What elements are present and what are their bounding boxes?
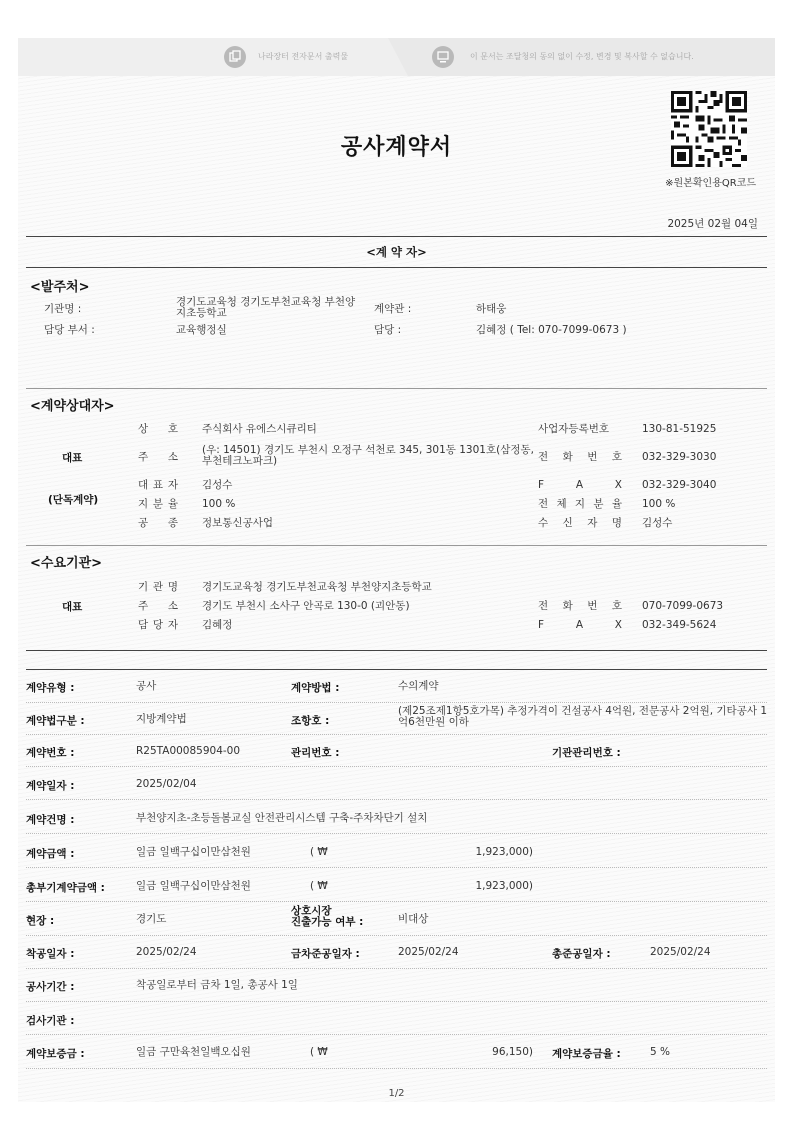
demand-addr-label: 주 소 xyxy=(138,600,178,612)
contract-amount-words: 일금 일백구십이만삼천원 xyxy=(136,846,251,858)
document-title: 공사계약서 xyxy=(340,135,453,160)
total-amount-number: 1,923,000) xyxy=(475,880,533,892)
guarantee-rate-label: 계약보증금율 : xyxy=(552,1048,621,1060)
orderer-dept-value: 교육행정실 xyxy=(176,324,227,336)
orderer-heading: <발주처> xyxy=(30,280,90,295)
total-completion-value: 2025/02/24 xyxy=(650,946,711,958)
monitor-icon xyxy=(432,46,454,68)
orderer-org-label: 기관명 : xyxy=(44,303,82,315)
orderer-officer-label: 계약관 : xyxy=(374,303,412,315)
guarantee-rate-value: 5 % xyxy=(650,1046,670,1058)
address-label: 주 소 xyxy=(138,451,178,463)
demand-org-value: 경기도교육청 경기도부천교육청 부천양지초등학교 xyxy=(202,581,432,593)
demand-manager-value: 김혜정 xyxy=(202,619,233,631)
cp-phone-label: 전 화 번 호 xyxy=(538,451,622,463)
clause-value: (제25조제1항5호가목) 추정가격이 건설공사 4억원, 전문공사 2억원, 기타공사 1억6천만원 이하 xyxy=(398,705,767,728)
work-type-value: 정보통신공사업 xyxy=(202,517,274,529)
guarantee-words: 일금 구만육천일백오십원 xyxy=(136,1046,251,1058)
company-value: 주식회사 유에스시큐리티 xyxy=(202,423,317,435)
contract-no-label: 계약번호 : xyxy=(26,747,75,759)
contract-type-value: 공사 xyxy=(136,680,157,692)
contract-date-label: 계약일자 : xyxy=(26,780,75,792)
orderer-dept-label: 담당 부서 : xyxy=(44,324,95,336)
contract-method-value: 수의계약 xyxy=(398,680,439,692)
recipient-label: 수 신 자 명 xyxy=(538,517,622,529)
guarantee-number: 96,150) xyxy=(492,1046,533,1058)
market-entry-label: 상호시장 진출가능 여부 : xyxy=(291,905,364,928)
demand-rep-tag: 대표 xyxy=(62,601,83,613)
contract-name-value: 부천양지초-초등돌봄교실 안전관리시스템 구축-주차차단기 설치 xyxy=(136,812,428,824)
total-share-label: 전 체 지 분 율 xyxy=(538,498,622,510)
total-amount-open: ( ₩ xyxy=(310,880,328,892)
contract-date-top: 2025년 02월 04일 xyxy=(667,218,758,230)
this-completion-value: 2025/02/24 xyxy=(398,946,459,958)
contract-amount-label: 계약금액 : xyxy=(26,848,75,860)
demand-phone-label: 전 화 번 호 xyxy=(538,600,622,612)
divider xyxy=(26,388,767,389)
orderer-manager-value: 김혜정 ( Tel: 070-7099-0673 ) xyxy=(476,324,627,336)
demand-org-label: 기 관 명 xyxy=(138,581,178,593)
demand-manager-label: 담 당 자 xyxy=(138,619,178,631)
work-type-label: 공 종 xyxy=(138,517,178,529)
demand-phone-value: 070-7099-0673 xyxy=(642,600,724,612)
orderer-manager-label: 담당 : xyxy=(374,324,402,336)
document-print-icon xyxy=(224,46,246,68)
divider xyxy=(26,267,767,268)
contract-page xyxy=(18,38,775,1102)
period-label: 공사기간 : xyxy=(26,981,75,993)
guarantee-label: 계약보증금 : xyxy=(26,1048,85,1060)
contract-date-value: 2025/02/04 xyxy=(136,778,197,790)
qr-caption: ※원본확인용QR코드 xyxy=(665,178,756,189)
demand-heading: <수요기관> xyxy=(30,556,103,571)
contract-amount-number: 1,923,000) xyxy=(475,846,533,858)
top-banner xyxy=(18,38,775,76)
counterparty-single-tag: (단독계약) xyxy=(48,494,99,506)
orderer-org-value: 경기도교육청 경기도부천교육청 부천양지초등학교 xyxy=(176,296,356,319)
mgmt-no-label: 관리번호 : xyxy=(291,747,340,759)
divider xyxy=(26,650,767,651)
divider xyxy=(26,236,767,237)
contract-name-label: 계약건명 : xyxy=(26,814,75,826)
counterparty-heading: <계약상대자> xyxy=(30,399,115,414)
divider xyxy=(26,545,767,546)
contract-law-label: 계약법구분 : xyxy=(26,715,85,727)
cp-fax-label: F A X xyxy=(538,479,622,491)
inspection-label: 검사기관 : xyxy=(26,1015,75,1027)
demand-fax-value: 032-349-5624 xyxy=(642,619,717,631)
site-label: 현장 : xyxy=(26,915,55,927)
share-label: 지 분 율 xyxy=(138,498,178,510)
address-value: (우: 14501) 경기도 부천시 오정구 석천로 345, 301동 1301호(삼정동, 부천테크노파크) xyxy=(202,444,534,467)
banner-right-text: 이 문서는 조달청의 동의 없이 수정, 변경 및 복사할 수 없습니다. xyxy=(470,52,694,61)
company-label: 상 호 xyxy=(138,423,178,435)
start-date-label: 착공일자 : xyxy=(26,948,75,960)
contract-amount-open: ( ₩ xyxy=(310,846,328,858)
contract-method-label: 계약방법 : xyxy=(291,682,340,694)
agency-mgmt-no-label: 기관관리번호 : xyxy=(552,747,621,759)
cp-fax-value: 032-329-3040 xyxy=(642,479,717,491)
ceo-value: 김성수 xyxy=(202,479,233,491)
counterparty-rep-tag: 대표 xyxy=(62,452,83,464)
guarantee-open: ( ₩ xyxy=(310,1046,328,1058)
contract-parties-heading: <계 약 자> xyxy=(366,245,427,259)
period-value: 착공일로부터 금차 1일, 총공사 1일 xyxy=(136,979,298,991)
orderer-officer-value: 하태웅 xyxy=(476,303,507,315)
divider xyxy=(26,669,767,670)
start-date-value: 2025/02/24 xyxy=(136,946,197,958)
total-amount-words: 일금 일백구십이만삼천원 xyxy=(136,880,251,892)
demand-fax-label: F A X xyxy=(538,619,622,631)
clause-label: 조항호 : xyxy=(291,715,330,727)
contract-type-label: 계약유형 : xyxy=(26,682,75,694)
total-amount-label: 총부기계약금액 : xyxy=(26,882,105,894)
demand-addr-value: 경기도 부천시 소사구 안곡로 130-0 (괴안동) xyxy=(202,600,410,612)
recipient-value: 김성수 xyxy=(642,517,673,529)
ceo-label: 대 표 자 xyxy=(138,479,178,491)
contract-law-value: 지방계약법 xyxy=(136,713,187,725)
total-completion-label: 총준공일자 : xyxy=(552,948,611,960)
total-share-value: 100 % xyxy=(642,498,676,510)
this-completion-label: 금차준공일자 : xyxy=(291,948,360,960)
page-number: 1/2 xyxy=(388,1088,405,1099)
share-value: 100 % xyxy=(202,498,236,510)
contract-no-value: R25TA00085904-00 xyxy=(136,745,241,757)
cp-phone-value: 032-329-3030 xyxy=(642,451,717,463)
qr-code-icon xyxy=(671,91,747,167)
site-value: 경기도 xyxy=(136,913,167,925)
banner-left-text: 나라장터 전자문서 출력물 xyxy=(258,52,349,61)
bizno-value: 130-81-51925 xyxy=(642,423,717,435)
market-entry-value: 비대상 xyxy=(398,913,429,925)
bizno-label: 사업자등록번호 xyxy=(538,423,610,435)
